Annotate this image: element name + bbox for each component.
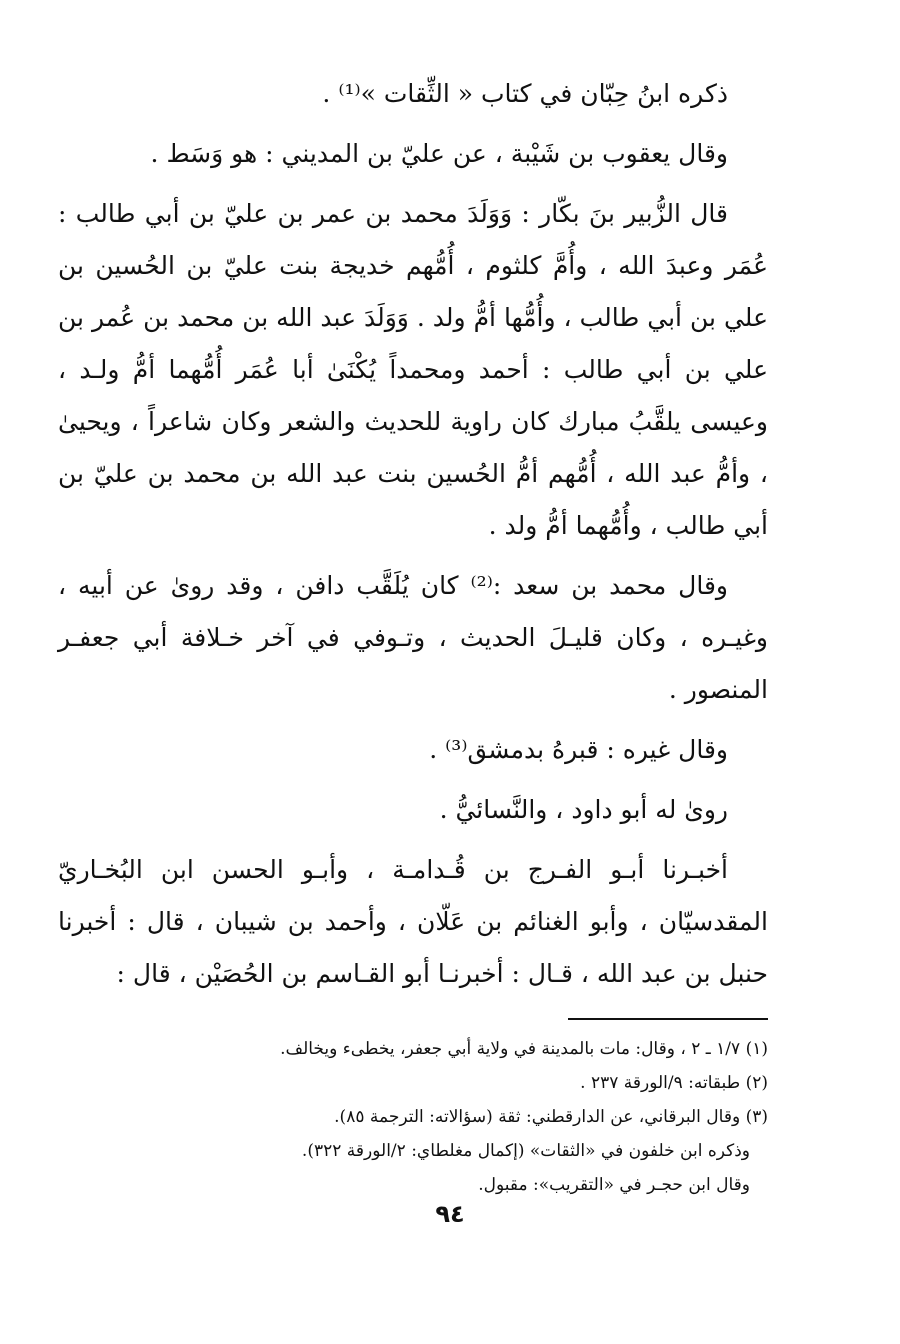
paragraph-1: ذكره ابنُ حِبّان في كتاب « الثِّقات »⁽¹⁾ . [322,79,728,108]
paragraph-7: أخبـرنا أبـو الفـرج بن قُـدامـة ، وأبـو الحسن ابن البُخـاريّ المقدسيّان ، وأبو الغنائم بن عَلّان ، وأحمد بن شيبان ، قال : أخبرنا حنبل بن عبد الله ، قـال : أخبرنـا أبو القـاسم بن الحُصَيْن ، قال : [58,855,768,988]
footnote-divider [568,1018,768,1020]
paragraph-6: روىٰ له أبو داود ، والنَّسائيُّ . [439,795,728,824]
footnote-3-continued-1: وذكره ابن خلفون في «الثقات» (إكمال مغلطاي: ٢/الورقة ٣٢٢). [301,1141,750,1161]
paragraph-4: وقال محمد بن سعد :⁽²⁾ كان يُلَقَّب دافن ، وقد روىٰ عن أبيه ، وغيـره ، وكان قليـلَ الحديث ، وتـوفي في آخر خـلافة أبي جعفـر المنصور . [58,571,768,704]
page-number: ٩٤ [435,1200,465,1228]
footnote-2: (٢) طبقاته: ٩/الورقة ٢٣٧ . [580,1073,768,1093]
main-text [58,68,768,1000]
book-page [58,68,768,1202]
paragraph-3: قال الزُّبير بنَ بكّار : وَوَلَدَ محمد بن عمر بن عليّ بن أبي طالب : عُمَر وعبدَ الله ، وأُمَّ كلثوم ، أُمُّهم خديجة بنت عليّ بن الحُسين بن علي بن أبي طالب ، وأُمُّها أمُّ ولد . وَوَلَدَ عبد الله بن محمد بن عُمر بن علي بن أبي طالب : أحمد ومحمداً يُكْنَىٰ أبا عُمَر أُمُّهما أمُّ ولـد ، وعيسى يلقَّبُ مبارك كان راوية للحديث والشعر وكان شاعراً ، ويحيىٰ ، وأمُّ عبد الله ، أُمُّهم أمُّ الحُسين بنت عبد الله بن محمد بن عليّ بن أبي طالب ، وأُمُّهما أمُّ ولد . [58,199,768,540]
paragraph-2: وقال يعقوب بن شَيْبة ، عن عليّ بن المديني : هو وَسَط . [150,139,728,168]
footnote-3-continued-2: وقال ابن حجـر في «التقريب»: مقبول. [478,1175,750,1195]
footnotes [58,1032,768,1202]
footnote-3: (٣) وقال البرقاني، عن الدارقطني: ثقة (سؤالاته: الترجمة ٨٥). [334,1107,768,1127]
footnote-1: (١) ١/٧ ـ ٢ ، وقال: مات بالمدينة في ولاية أبي جعفر، يخطىء ويخالف. [280,1039,768,1059]
paragraph-5: وقال غيره : قبرهُ بدمشق⁽³⁾ . [429,735,728,764]
